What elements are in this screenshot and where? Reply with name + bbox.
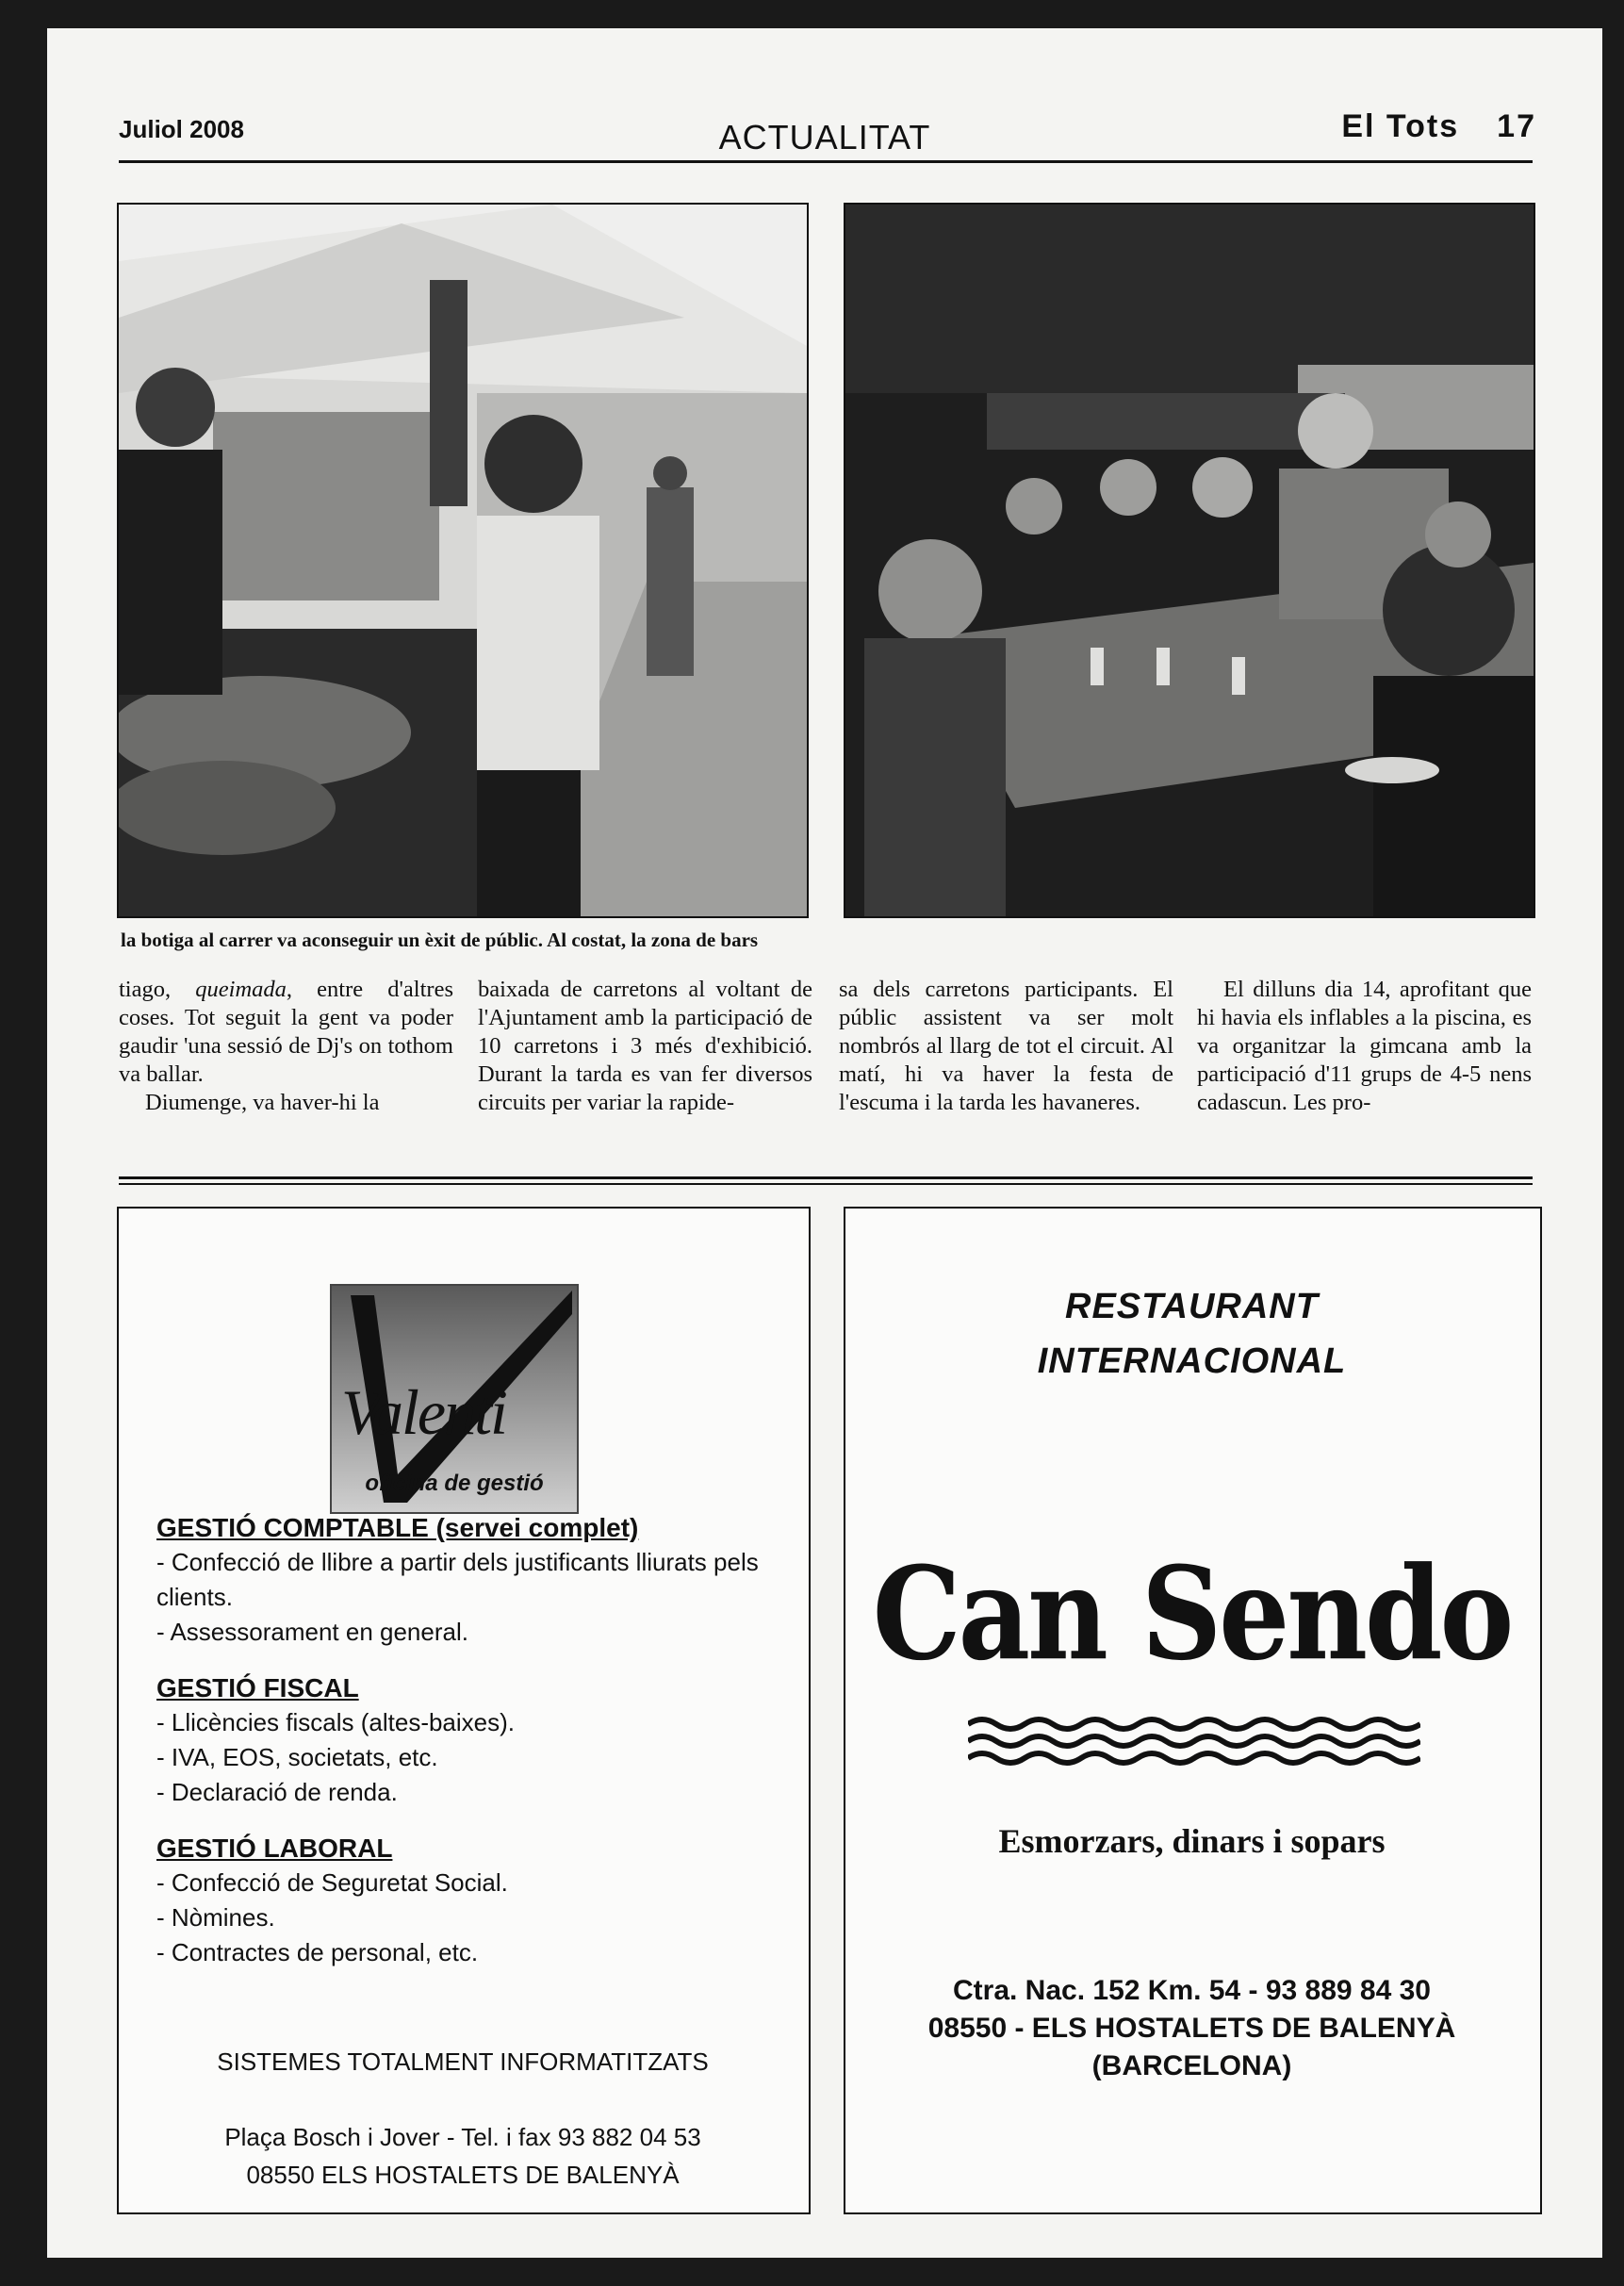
col1-text-a: tiago, (119, 977, 196, 1002)
bar-area-illustration (845, 205, 1534, 916)
article-column-1 (119, 976, 453, 1117)
restaurant-title-2: INTERNACIONAL (1037, 1341, 1347, 1381)
col3-paragraph: sa dels carretons participants. El públic assistent va ser molt nombrós al llarg de tot el circuit. Al matí, hi va haver la festa de l'escuma i la tarda les havaneres. (839, 977, 1173, 1115)
heading-laboral: GESTIÓ LABORAL (156, 1834, 393, 1863)
logo-word: Valenti (341, 1376, 506, 1448)
ad-address-line-1: Plaça Bosch i Jover - Tel. i fax 93 882 04 53 (224, 2123, 701, 2151)
col4-paragraph: El dilluns dia 14, aprofitant que hi havia els inflables a la piscina, es va organitzar la gimcana amb la participació d'11 grups de 4-5 nens cadascun. Les pro- (1197, 977, 1532, 1115)
fiscal-item-1: - Llicències fiscals (altes-baixes). (156, 1708, 516, 1736)
col1-paragraph-2: Diumenge, va haver-hi la (145, 1090, 380, 1115)
article-column-4 (1197, 976, 1532, 1117)
restaurant-title-1: RESTAURANT (1065, 1287, 1319, 1326)
laboral-item-2: - Nòmines. (156, 1903, 275, 1932)
laboral-item-3: - Contractes de personal, etc. (156, 1938, 479, 1966)
fiscal-item-3: - Declaració de renda. (156, 1778, 398, 1806)
photo-bar-area (844, 203, 1535, 918)
photo-caption: la botiga al carrer va aconseguir un èxit de públic. Al costat, la zona de bars (121, 929, 759, 951)
comptable-item-2: - Assessorament en general. (156, 1618, 468, 1646)
col2-paragraph: baixada de carretons al voltant de l'Ajuntament amb la participació de 10 carretons i 3 més d'exhibició. Durant la tarda es van fer diversos circuits per variar la rapide- (478, 977, 812, 1115)
fiscal-item-2: - IVA, EOS, societats, etc. (156, 1743, 438, 1771)
header-rule (119, 160, 1533, 163)
street-shop-illustration (119, 205, 807, 916)
col1-emphasis: queimada (195, 977, 287, 1002)
restaurant-name: Can Sendo (872, 1538, 1512, 1689)
article-rule-top (119, 1176, 1533, 1179)
article-rule-bottom (119, 1183, 1533, 1185)
heading-fiscal: GESTIÓ FISCAL (156, 1673, 359, 1702)
restaurant-address (845, 1972, 1538, 2085)
newspaper-page (47, 28, 1602, 2258)
restaurant-address-line-3: (BARCELONA) (1091, 2050, 1292, 2081)
ad-address-line-2: 08550 ELS HOSTALETS DE BALENYÀ (246, 2161, 680, 2189)
issue-date: Juliol 2008 (119, 115, 244, 143)
valenti-logo (330, 1284, 579, 1514)
section-title: ACTUALITAT (718, 118, 931, 156)
ad-valenti (117, 1207, 811, 2214)
restaurant-tagline: Esmorzars, dinars i sopars (998, 1822, 1386, 1860)
wave-lines-icon (968, 1713, 1420, 1769)
heading-comptable: GESTIÓ COMPTABLE (servei complet) (156, 1513, 639, 1542)
restaurant-address-line-1: Ctra. Nac. 152 Km. 54 - 93 889 84 30 (953, 1975, 1431, 2006)
publication-header (1341, 108, 1536, 145)
services-list (156, 1510, 779, 1970)
laboral-item-1: - Confecció de Seguretat Social. (156, 1868, 508, 1897)
publication-name: El Tots (1341, 108, 1460, 144)
col1-text-b: , entre d'altres coses. Tot seguit la gent va poder gaudir 'una sessió de Dj's on tothom va ballar. (119, 977, 453, 1087)
article-column-2 (478, 976, 812, 1117)
article-column-3 (839, 976, 1173, 1117)
restaurant-address-line-2: 08550 - ELS HOSTALETS DE BALENYÀ (927, 2013, 1456, 2044)
logo-subtitle: oficina de gestió (365, 1471, 544, 1496)
page-number: 17 (1497, 108, 1536, 144)
comptable-item-1: - Confecció de llibre a partir dels justificants lliurats pels clients. (156, 1548, 759, 1611)
photo-street-shop (117, 203, 809, 918)
ad-tagline: SISTEMES TOTALMENT INFORMATITZATS (217, 2048, 709, 2076)
ad-can-sendo (844, 1207, 1542, 2214)
